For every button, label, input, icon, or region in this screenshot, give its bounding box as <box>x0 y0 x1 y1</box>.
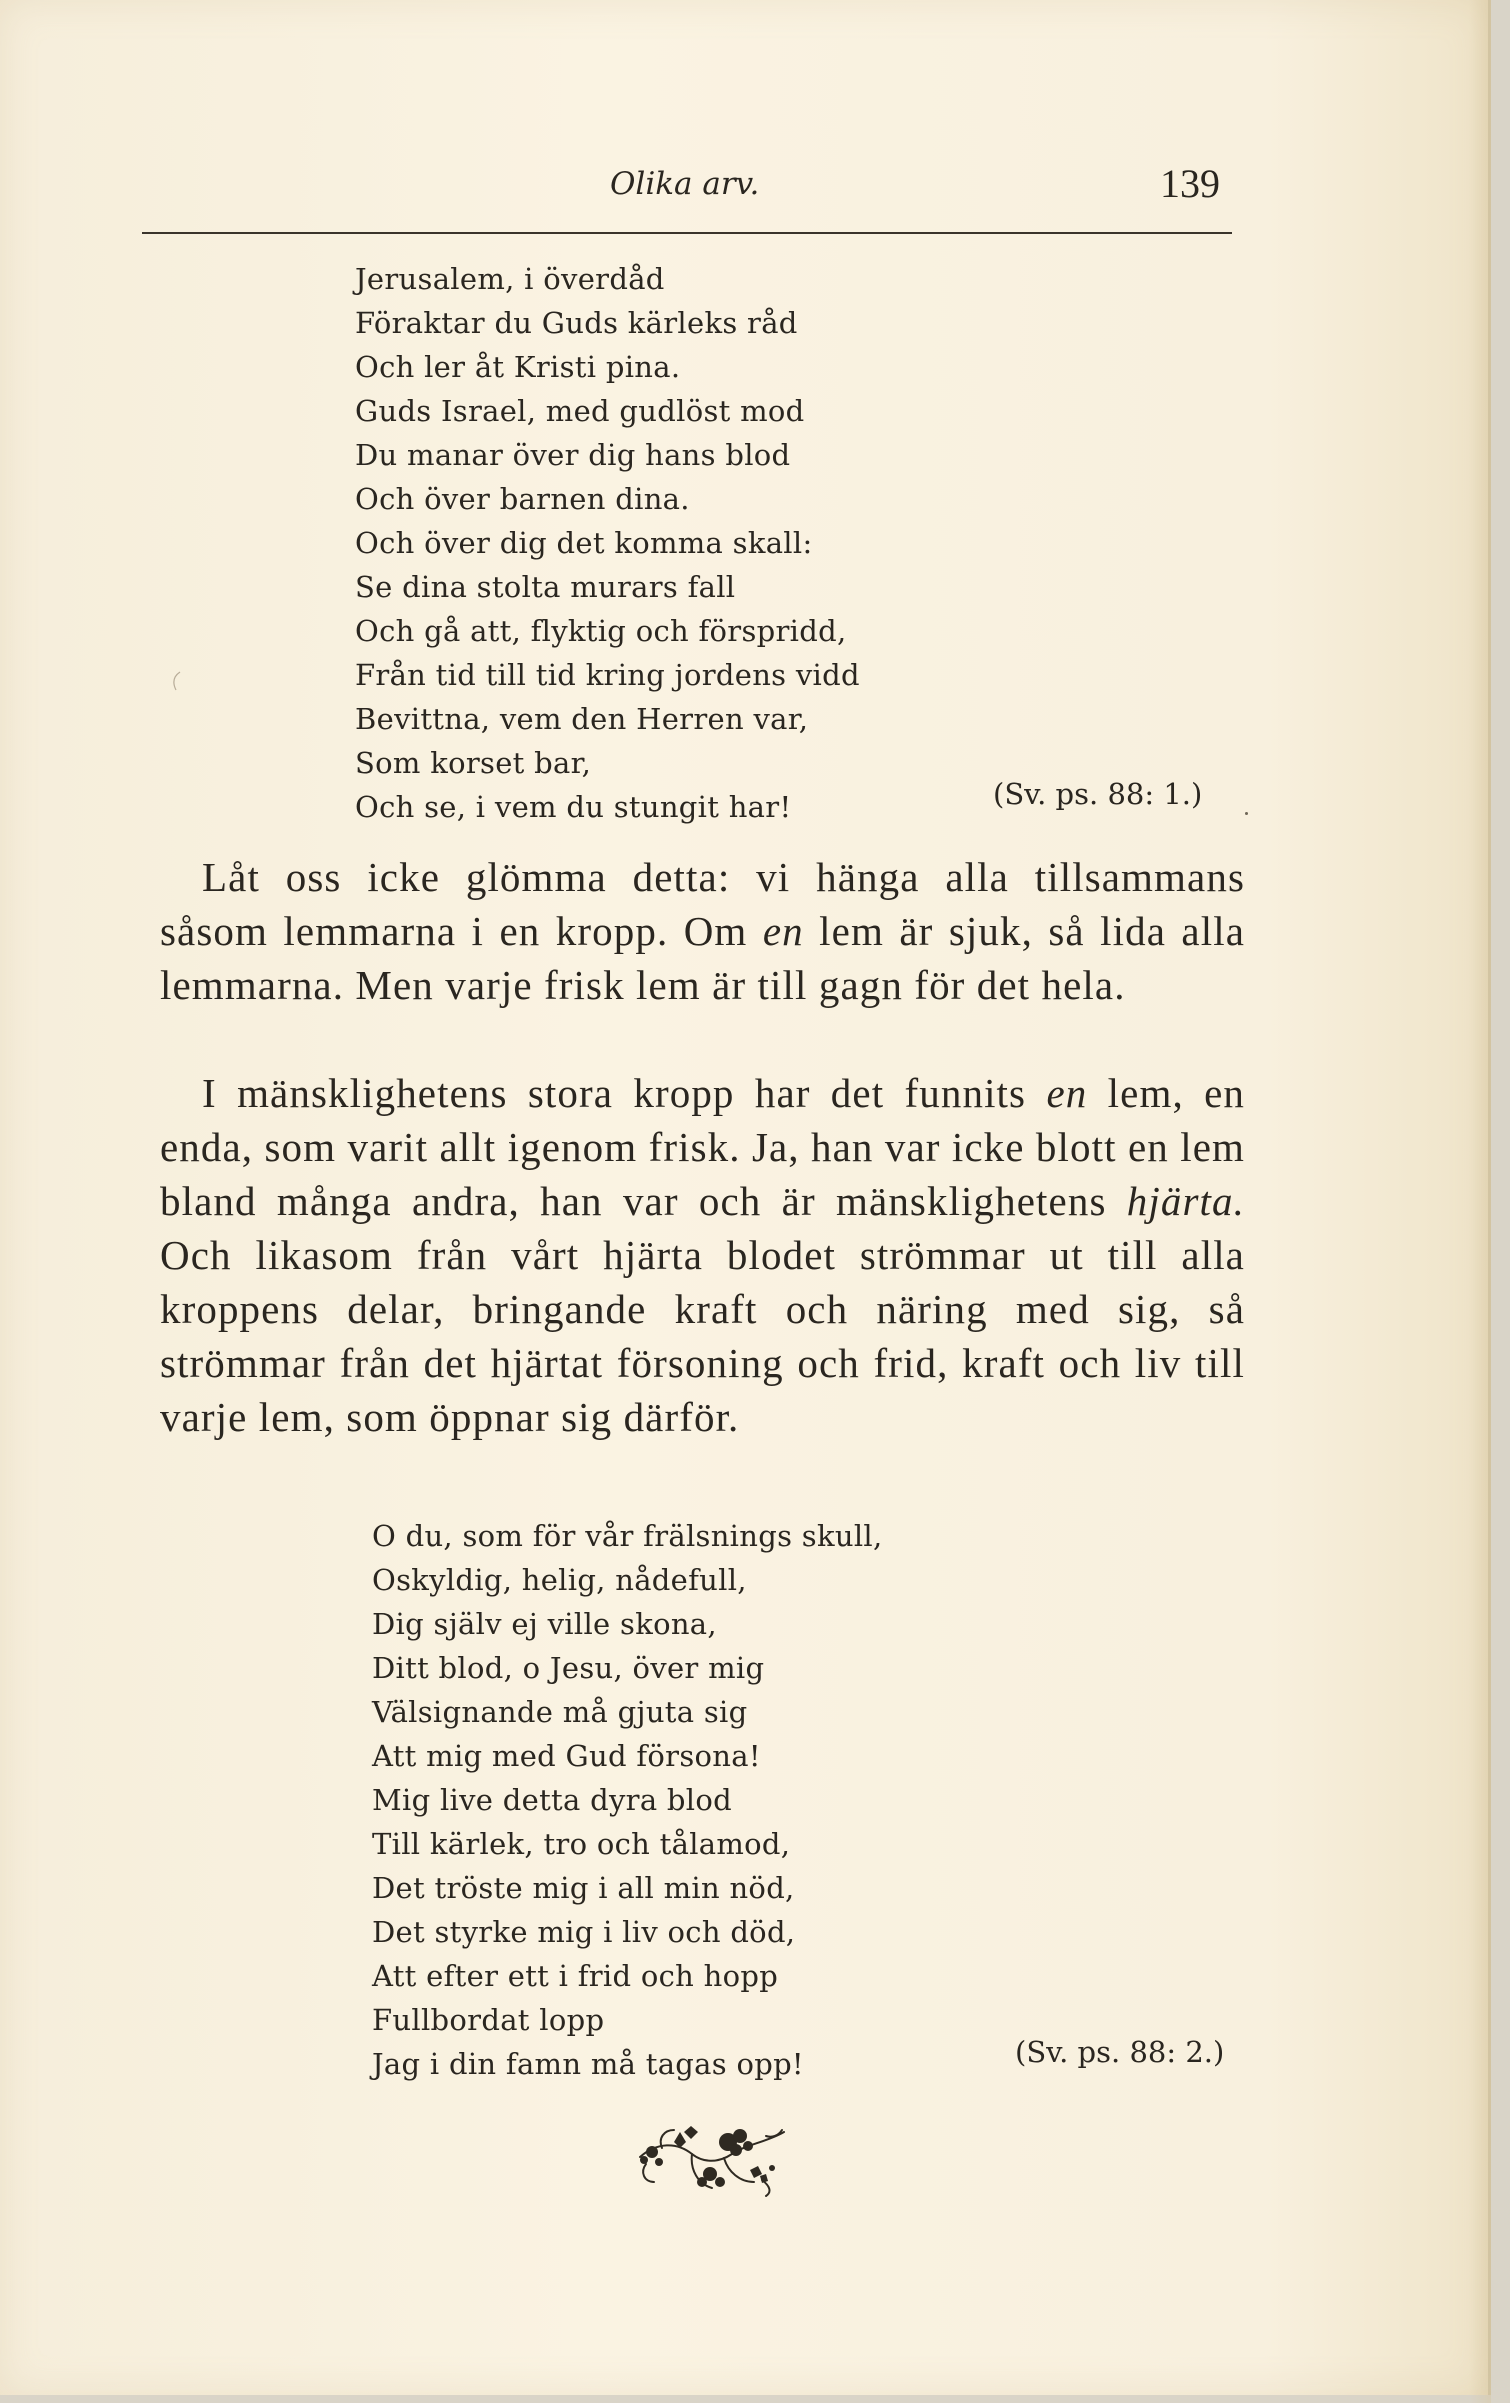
verse-line: Föraktar du Guds kärleks råd <box>355 306 798 340</box>
paragraph-2 <box>160 1066 1245 1444</box>
verse-line: Som korset bar, <box>355 746 592 780</box>
verse-line: Att efter ett i frid och hopp <box>372 1959 779 1993</box>
verse-line: Guds Israel, med gudlöst mod <box>355 394 805 428</box>
verse-line: Jag i din famn må tagas opp! <box>372 2047 804 2081</box>
paragraph-1-text: Låt oss icke glömma detta: vi hänga alla tillsammans såsom lemmarna i en kropp. Om <box>160 854 1245 954</box>
verse-line: Och över barnen dina. <box>355 482 690 516</box>
verse-line: Dig själv ej ville skona, <box>372 1607 717 1641</box>
verse-1-citation: (Sv. ps. 88: 1.) <box>993 777 1203 811</box>
verse-line: Välsignande må gjuta sig <box>372 1695 748 1729</box>
paragraph-2-text-mid: lem, en enda, som varit allt igenom frisk. Ja, han var icke blott en lem bland många andra, han var och är mänsklighetens <box>160 1070 1246 1224</box>
verse-line: Och se, i vem du stungit har! <box>355 790 792 824</box>
verse-line: Bevittna, vem den Herren var, <box>355 702 809 736</box>
verse-line: Du manar över dig hans blod <box>355 438 791 472</box>
verse-line: Oskyldig, helig, nådefull, <box>372 1563 747 1597</box>
page-number: 139 <box>1160 161 1220 206</box>
verse-line: Jerusalem, i överdåd <box>355 262 665 296</box>
verse-line: Och gå att, flyktig och förspridd, <box>355 614 847 648</box>
paper-mark-icon <box>170 670 184 692</box>
verse-line: Från tid till tid kring jordens vidd <box>355 658 860 692</box>
hymn-verse-1 <box>355 257 860 829</box>
floral-vignette-icon <box>632 2112 792 2197</box>
verse-line: Och över dig det komma skall: <box>355 526 813 560</box>
verse-line: Se dina stolta murars fall <box>355 570 736 604</box>
verse-line: Mig live detta dyra blod <box>372 1783 732 1817</box>
verse-line: Och ler åt Kristi pina. <box>355 350 681 384</box>
verse-line: Ditt blod, o Jesu, över mig <box>372 1651 765 1685</box>
print-speck <box>1245 812 1248 815</box>
verse-line: Till kärlek, tro och tålamod, <box>372 1827 791 1861</box>
paragraph-1 <box>160 850 1245 1012</box>
verse-line: O du, som för vår frälsnings skull, <box>372 1519 883 1553</box>
paragraph-2-emphasis-1: en <box>1046 1070 1088 1116</box>
paragraph-2-emphasis-2: hjärta. <box>1126 1178 1245 1224</box>
running-head-title: Olika arv. <box>610 166 760 202</box>
paragraph-2-text-end: Och likasom från vårt hjärta blodet strömmar ut till alla kroppens delar, bringande kraft och näring med sig, så strömmar från det hjärtat försoning och frid, kraft och liv till varje lem, som öppnar sig därför. <box>160 1232 1245 1440</box>
verse-line: Fullbordat lopp <box>372 2003 605 2037</box>
hymn-verse-2 <box>372 1514 883 2086</box>
paragraph-1-emphasis: en <box>762 908 804 954</box>
verse-2-citation: (Sv. ps. 88: 2.) <box>1015 2035 1225 2069</box>
verse-line: Det tröste mig i all min nöd, <box>372 1871 795 1905</box>
paragraph-1-text-end: lem är sjuk, så lida alla lemmarna. Men varje frisk lem är till gagn för det hela. <box>160 908 1245 1008</box>
running-head <box>0 160 1240 206</box>
verse-line: Att mig med Gud försona! <box>372 1739 761 1773</box>
page-edge-shadow <box>1469 0 1491 2403</box>
verse-line: Det styrke mig i liv och död, <box>372 1915 796 1949</box>
paragraph-2-text: I mänsklighetens stora kropp har det funnits <box>202 1070 1047 1116</box>
header-rule <box>142 232 1232 234</box>
